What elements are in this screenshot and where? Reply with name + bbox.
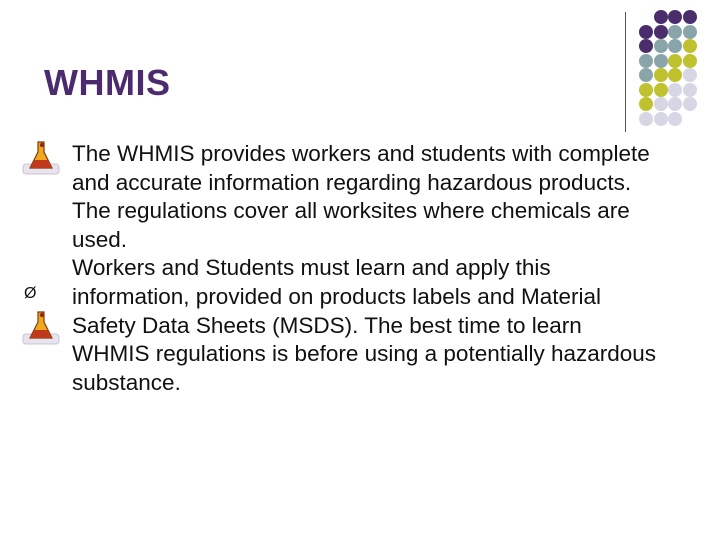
bullet-text-1: The WHMIS provides workers and students with complete and accurate information regarding hazardous products. The regulations cover all worksites where chemicals are used.	[72, 141, 650, 252]
decorative-dot	[683, 68, 697, 82]
slide-title: WHMIS	[44, 62, 171, 103]
decorative-dot	[683, 39, 697, 53]
decorative-dot	[639, 112, 653, 126]
decorative-dot	[683, 10, 697, 24]
decorative-dot	[683, 25, 697, 39]
arrow-bullet-icon: Ø	[24, 285, 37, 302]
decorative-dot	[639, 25, 653, 39]
decorative-dot	[668, 39, 682, 53]
decorative-dot	[639, 97, 653, 111]
decorative-dot	[683, 54, 697, 68]
slide-body	[72, 140, 662, 397]
decorative-dot	[654, 25, 668, 39]
decorative-dot	[639, 39, 653, 53]
flask-icon	[22, 138, 62, 178]
decorative-dot-grid	[639, 10, 711, 122]
decorative-dot	[668, 54, 682, 68]
decorative-dot	[683, 97, 697, 111]
decorative-dot	[639, 83, 653, 97]
decorative-dot	[668, 112, 682, 126]
flask-icon	[22, 308, 62, 348]
decorative-dot	[654, 97, 668, 111]
divider-line	[625, 12, 626, 132]
decorative-dot	[668, 25, 682, 39]
decorative-dot	[668, 97, 682, 111]
decorative-dot	[683, 83, 697, 97]
decorative-dot	[654, 39, 668, 53]
decorative-dot	[668, 68, 682, 82]
decorative-dot	[639, 54, 653, 68]
decorative-dot	[654, 68, 668, 82]
bullet-text-2: Workers and Students must learn and apply this information, provided on products labels and Material Safety Data Sheets (MSDS). The best time to learn WHMIS regulations is before using a potentially hazardous substance.	[72, 255, 657, 395]
decorative-dot	[639, 68, 653, 82]
decorative-dot	[668, 10, 682, 24]
decorative-dot	[654, 54, 668, 68]
decorative-dot	[654, 83, 668, 97]
decorative-dot	[668, 83, 682, 97]
decorative-dot	[654, 112, 668, 126]
decorative-dot	[654, 10, 668, 24]
